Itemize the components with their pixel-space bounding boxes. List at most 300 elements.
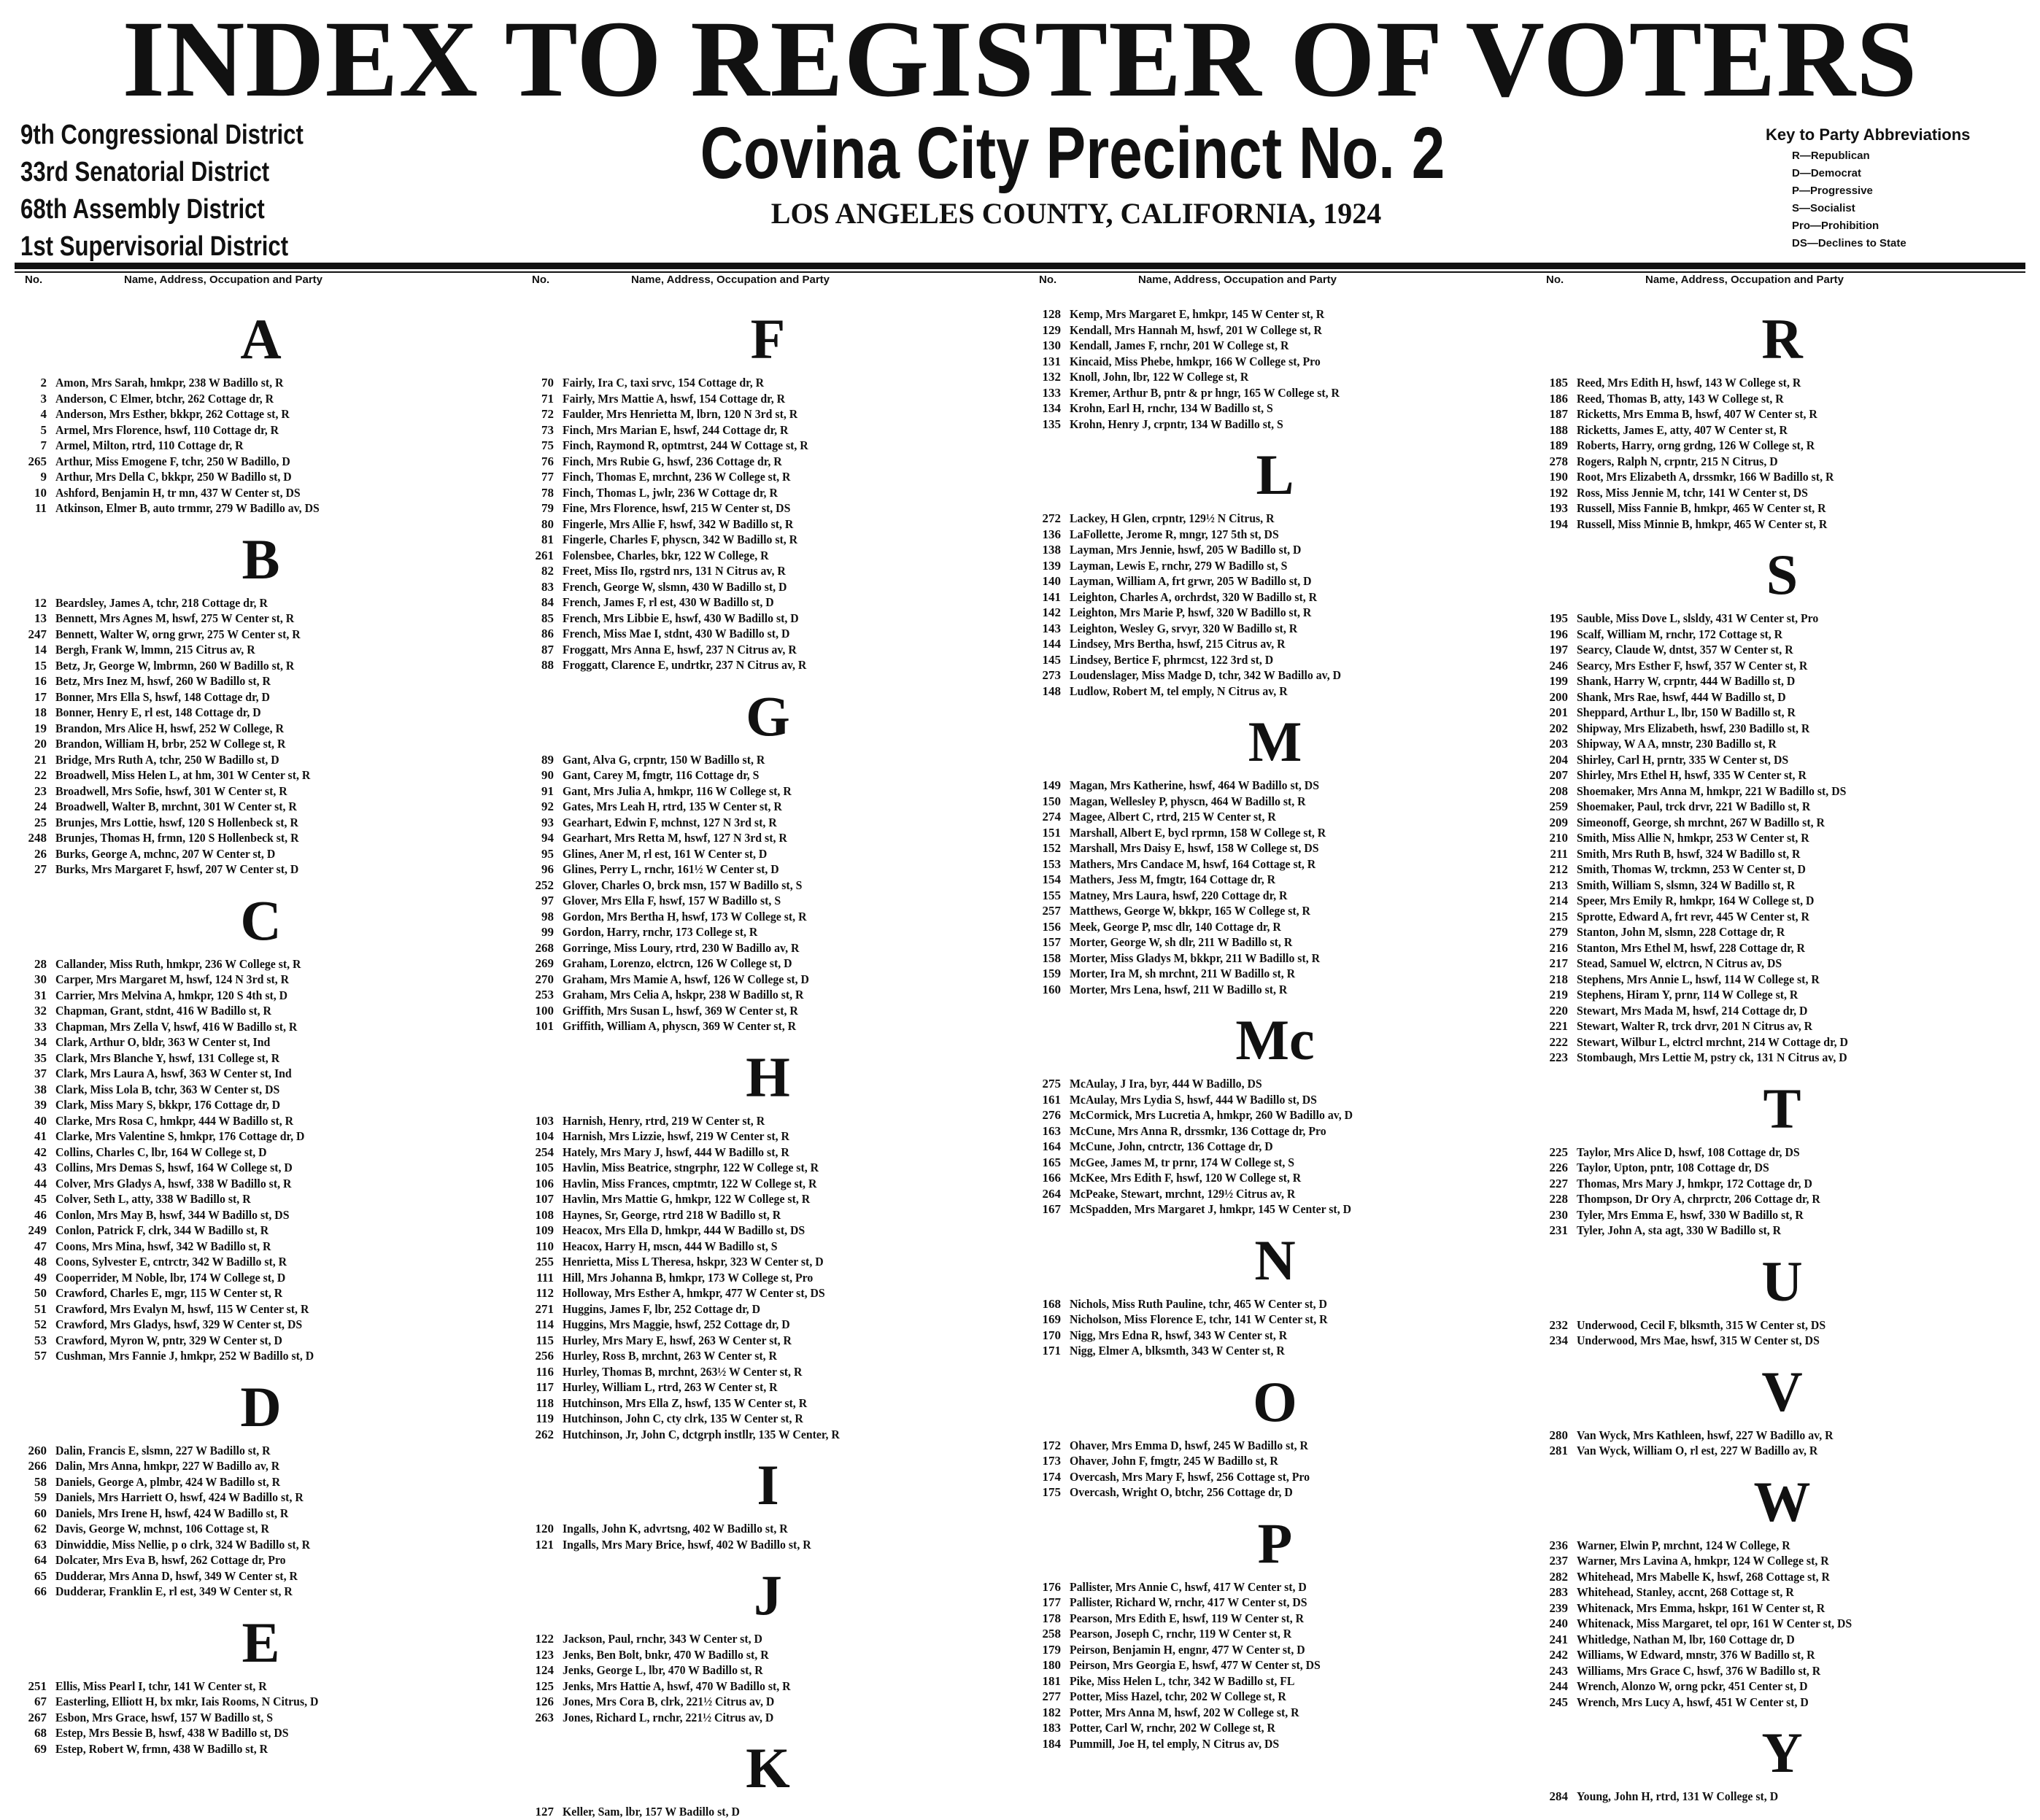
voter-entry xyxy=(7,705,514,721)
voter-entry xyxy=(1021,856,1529,872)
voter-number: 202 xyxy=(1549,721,1568,735)
voter-details: McSpadden, Mrs Margaret J, hmkpr, 145 W Center st, D xyxy=(1070,1202,1352,1216)
voter-details: Ingalls, Mrs Mary Brice, hswf, 402 W Badillo st, R xyxy=(563,1537,811,1552)
voter-entry xyxy=(1021,1705,1529,1721)
column-header xyxy=(1021,264,1529,296)
voter-entry xyxy=(1021,982,1529,998)
voter-entry xyxy=(1021,338,1529,354)
voter-entry xyxy=(7,1003,514,1019)
voter-entry xyxy=(1021,1579,1529,1595)
voter-entry xyxy=(514,1191,1021,1207)
voter-entry xyxy=(514,611,1021,627)
voter-entry xyxy=(514,485,1021,501)
voter-entry xyxy=(1529,846,2036,862)
voter-details: Fingerle, Charles F, physcn, 342 W Badillo st, R xyxy=(563,533,798,546)
voter-number: 281 xyxy=(1549,1444,1568,1457)
voter-details: Dinwiddie, Miss Nellie, p o clrk, 324 W Badillo st, R xyxy=(55,1537,311,1552)
voter-details: Gearhart, Edwin F, mchnst, 127 N 3rd st, R xyxy=(563,815,777,829)
voter-number: 165 xyxy=(1042,1155,1061,1169)
voter-entry xyxy=(7,1113,514,1129)
section-letter: R xyxy=(1761,307,1803,371)
voter-entry xyxy=(7,406,514,422)
voter-number: 38 xyxy=(34,1082,47,1096)
voter-number: 216 xyxy=(1549,940,1568,955)
letter-section xyxy=(514,1725,1021,1820)
voter-number: 126 xyxy=(535,1695,554,1708)
voter-number: 111 xyxy=(536,1270,554,1285)
voter-number: 172 xyxy=(1042,1438,1061,1452)
letter-section xyxy=(514,1442,1021,1552)
voter-number: 258 xyxy=(1042,1627,1061,1641)
party-key-title: Key to Party Abbreviations xyxy=(1766,125,1971,144)
voter-number: 133 xyxy=(1042,385,1061,400)
voter-number: 246 xyxy=(1549,658,1568,673)
voter-number: 48 xyxy=(34,1255,47,1269)
letter-section xyxy=(1529,1239,2036,1349)
voter-details: Freet, Miss Ilo, rgstrd nrs, 131 N Citrus av, R xyxy=(563,564,786,578)
voter-details: Overcash, Mrs Mary F, hswf, 256 Cottage st, Pro xyxy=(1070,1469,1310,1484)
voter-number: 149 xyxy=(1042,778,1061,792)
voter-details: Arthur, Miss Emogene F, tchr, 250 W Badillo, D xyxy=(55,454,290,468)
voter-entry xyxy=(7,1678,514,1695)
voter-entry xyxy=(1529,516,2036,533)
voter-number: 251 xyxy=(28,1678,47,1693)
voter-entry xyxy=(514,1270,1021,1286)
voter-number: 13 xyxy=(34,611,47,625)
party-key-item: P—Progressive xyxy=(1792,185,1873,197)
voter-number: 69 xyxy=(34,1741,47,1756)
voter-entry xyxy=(1529,705,2036,721)
voter-number: 66 xyxy=(34,1584,47,1598)
voter-number: 171 xyxy=(1042,1344,1061,1358)
voter-entry xyxy=(514,1003,1021,1019)
voter-number: 106 xyxy=(535,1176,554,1190)
voter-number: 193 xyxy=(1549,501,1568,515)
voter-details: Crawford, Mrs Evalyn M, hswf, 115 W Center st, R xyxy=(55,1301,309,1316)
voter-entry xyxy=(7,422,514,438)
voter-entry xyxy=(7,752,514,768)
voter-details: Gant, Mrs Julia A, hmkpr, 116 W College st, R xyxy=(563,783,792,798)
voter-details: Brunjes, Mrs Lottie, hswf, 120 S Hollenbeck st, R xyxy=(55,815,298,829)
voter-entry xyxy=(7,689,514,705)
section-letter: Mc xyxy=(1235,1008,1315,1072)
voter-entry xyxy=(7,1741,514,1757)
voter-details: Broadwell, Miss Helen L, at hm, 301 W Center st, R xyxy=(55,768,311,782)
voter-details: Glover, Mrs Ella F, hswf, 157 W Badillo st, S xyxy=(563,894,781,907)
voter-number: 51 xyxy=(34,1301,47,1316)
voter-number: 169 xyxy=(1042,1312,1061,1326)
voter-details: French, Mrs Libbie E, hswf, 430 W Badillo st, D xyxy=(563,611,799,625)
voter-number: 132 xyxy=(1042,370,1061,384)
voter-entry xyxy=(7,1584,514,1600)
voter-entry xyxy=(1529,830,2036,846)
voter-entry xyxy=(1021,605,1529,621)
voter-details: Tyler, Mrs Emma E, hswf, 330 W Badillo st, R xyxy=(1577,1207,1804,1222)
voter-details: Van Wyck, Mrs Kathleen, hswf, 227 W Badillo av, R xyxy=(1577,1428,1834,1442)
voter-number: 195 xyxy=(1549,611,1568,625)
voter-number: 220 xyxy=(1549,1003,1568,1018)
voter-details: Betz, Mrs Inez M, hswf, 260 W Badillo st, R xyxy=(55,674,271,688)
voter-details: Dolcater, Mrs Eva B, hswf, 262 Cottage dr, Pro xyxy=(55,1553,286,1567)
voter-number: 154 xyxy=(1042,872,1061,886)
voter-number: 93 xyxy=(541,815,554,829)
letter-section xyxy=(514,296,1021,673)
voter-number: 139 xyxy=(1042,558,1061,573)
voter-details: Smith, Miss Allie N, hmkpr, 253 W Center st, R xyxy=(1577,831,1809,845)
voter-entry xyxy=(1021,1296,1529,1312)
column-header xyxy=(1529,264,2036,296)
voter-details: Betz, Jr, George W, lmbrmn, 260 W Badillo st, R xyxy=(55,658,295,673)
voter-details: Ricketts, Mrs Emma B, hswf, 407 W Center st, R xyxy=(1577,407,1817,421)
voter-details: Nigg, Elmer A, blksmth, 343 W Center st, R xyxy=(1070,1344,1285,1358)
voter-number: 192 xyxy=(1549,485,1568,500)
voter-number: 75 xyxy=(541,438,554,452)
voter-number: 234 xyxy=(1549,1333,1568,1347)
section-letter: J xyxy=(754,1563,782,1627)
letter-section xyxy=(1021,296,1529,432)
voter-number: 43 xyxy=(34,1161,47,1174)
district-line: 33rd Senatorial District xyxy=(20,157,270,187)
voter-number: 168 xyxy=(1042,1296,1061,1311)
voter-details: Heacox, Harry H, mscn, 444 W Badillo st, S xyxy=(563,1239,778,1253)
voter-number: 263 xyxy=(535,1710,554,1724)
voter-details: Russell, Miss Fannie B, hmkpr, 465 W Center st, R xyxy=(1577,501,1826,515)
voter-number: 110 xyxy=(536,1239,554,1253)
column-header-number: No. xyxy=(25,274,43,286)
voter-entry xyxy=(1021,542,1529,558)
voter-details: Stombaugh, Mrs Lettie M, pstry ck, 131 N Citrus av, D xyxy=(1577,1050,1847,1064)
voter-entry xyxy=(514,438,1021,454)
letter-section xyxy=(1529,1349,2036,1459)
voter-number: 219 xyxy=(1549,988,1568,1002)
voter-entry xyxy=(7,767,514,783)
voter-number: 214 xyxy=(1549,894,1568,907)
voter-entry xyxy=(514,1160,1021,1176)
voter-details: Broadwell, Mrs Sofie, hswf, 301 W Center st, R xyxy=(55,783,287,798)
voter-entry xyxy=(7,1223,514,1239)
voter-number: 265 xyxy=(28,454,47,468)
voter-details: Clark, Miss Mary S, bkkpr, 176 Cottage dr, D xyxy=(55,1098,281,1112)
section-letter: Y xyxy=(1761,1721,1803,1784)
voter-entry xyxy=(7,1317,514,1333)
voter-number: 203 xyxy=(1549,737,1568,751)
voter-number: 189 xyxy=(1549,438,1568,452)
voter-entry xyxy=(7,1443,514,1459)
voter-details: Bridge, Mrs Ruth A, tchr, 250 W Badillo st, D xyxy=(55,752,279,767)
voter-number: 134 xyxy=(1042,401,1061,415)
party-key-item: S—Socialist xyxy=(1792,202,1855,214)
voter-details: Shank, Harry W, crpntr, 444 W Badillo st, D xyxy=(1577,674,1796,688)
voter-entry xyxy=(7,658,514,674)
voter-details: Hurley, William L, rtrd, 263 W Center st, R xyxy=(563,1380,778,1394)
voter-details: Stanton, John M, slsmn, 228 Cottage dr, R xyxy=(1577,925,1785,939)
voter-entry xyxy=(1021,888,1529,904)
voter-entry xyxy=(1529,1018,2036,1034)
voter-number: 160 xyxy=(1042,982,1061,996)
voter-details: Roberts, Harry, orng grdng, 126 W College st, R xyxy=(1577,438,1815,452)
section-letter: E xyxy=(242,1610,280,1674)
voter-details: Gates, Mrs Leah H, rtrd, 135 W Center st, R xyxy=(563,799,782,813)
voter-entry xyxy=(1529,1678,2036,1695)
voter-column xyxy=(1021,264,1529,1751)
voter-number: 15 xyxy=(34,658,47,673)
voter-entry xyxy=(1529,1647,2036,1663)
voter-entry xyxy=(1529,1695,2036,1711)
voter-number: 211 xyxy=(1550,846,1568,861)
voter-entry xyxy=(7,956,514,972)
district-list xyxy=(20,117,331,266)
voter-entry xyxy=(7,1239,514,1255)
voter-number: 159 xyxy=(1042,967,1061,980)
voter-entry xyxy=(1529,1050,2036,1066)
voter-details: Clark, Mrs Blanche Y, hswf, 131 College st, R xyxy=(55,1050,280,1065)
voter-number: 2 xyxy=(40,376,47,390)
voter-details: McAulay, J Ira, byr, 444 W Badillo, DS xyxy=(1070,1077,1262,1091)
voter-entry xyxy=(1021,1453,1529,1469)
voter-entry xyxy=(1529,1663,2036,1679)
voter-details: Layman, Mrs Jennie, hswf, 205 W Badillo st, D xyxy=(1070,543,1302,557)
voter-entry xyxy=(514,1379,1021,1395)
county-line: LOS ANGELES COUNTY, CALIFORNIA, 1924 xyxy=(770,197,1382,230)
voter-entry xyxy=(7,642,514,658)
voter-details: Tyler, John A, sta agt, 330 W Badillo st, R xyxy=(1577,1223,1782,1237)
voter-details: Davis, George W, mchnst, 106 Cottage st, R xyxy=(55,1522,269,1536)
voter-number: 278 xyxy=(1549,454,1568,468)
voter-details: Kremer, Arthur B, pntr & pr hngr, 165 W College st, R xyxy=(1070,385,1340,400)
voter-number: 174 xyxy=(1042,1469,1061,1484)
voter-number: 273 xyxy=(1042,668,1061,682)
voter-number: 127 xyxy=(535,1805,554,1819)
voter-details: Cooperrider, M Noble, lbr, 174 W College st, D xyxy=(55,1270,286,1285)
voter-entry xyxy=(1529,861,2036,878)
voter-number: 213 xyxy=(1549,878,1568,892)
voter-number: 156 xyxy=(1042,919,1061,934)
voter-column xyxy=(7,264,514,1757)
voter-number: 151 xyxy=(1042,825,1061,840)
voter-entry xyxy=(1021,400,1529,417)
voter-details: Crawford, Charles E, mgr, 115 W Center st, R xyxy=(55,1286,283,1300)
voter-number: 221 xyxy=(1549,1019,1568,1033)
voter-details: Marshall, Albert E, bycl rprmn, 158 W College st, R xyxy=(1070,825,1326,840)
voter-number: 82 xyxy=(541,564,554,578)
voter-number: 53 xyxy=(34,1333,47,1347)
voter-entry xyxy=(1529,909,2036,925)
voter-entry xyxy=(1529,1443,2036,1459)
voter-entry xyxy=(1529,752,2036,768)
voter-entry xyxy=(1529,1616,2036,1632)
voter-number: 7 xyxy=(40,438,47,452)
voter-entry xyxy=(1529,1789,2036,1805)
voter-number: 272 xyxy=(1042,511,1061,525)
voter-entry xyxy=(1529,956,2036,972)
voter-details: Stewart, Mrs Mada M, hswf, 214 Cottage dr, D xyxy=(1577,1003,1808,1018)
voter-details: Gant, Alva G, crpntr, 150 W Badillo st, R xyxy=(563,752,765,767)
letter-section xyxy=(7,878,514,1364)
voter-number: 34 xyxy=(34,1035,47,1049)
voter-entry xyxy=(1529,1191,2036,1207)
voter-entry xyxy=(514,1223,1021,1239)
voter-number: 241 xyxy=(1549,1632,1568,1646)
voter-details: Overcash, Wright O, btchr, 256 Cottage dr, D xyxy=(1070,1485,1293,1499)
voter-details: Burks, George A, mchnc, 207 W Center st, D xyxy=(55,846,276,861)
voter-number: 284 xyxy=(1549,1789,1568,1803)
letter-section xyxy=(7,516,514,878)
column-header xyxy=(514,264,1021,296)
voter-entry xyxy=(1529,422,2036,438)
voter-details: Holloway, Mrs Esther A, hmkpr, 477 W Center st, DS xyxy=(563,1286,825,1300)
voter-number: 197 xyxy=(1549,643,1568,657)
voter-entry xyxy=(514,972,1021,988)
voter-entry xyxy=(514,1427,1021,1443)
letter-section xyxy=(7,296,514,516)
voter-entry xyxy=(7,988,514,1004)
letter-section xyxy=(7,1364,514,1600)
voter-entry xyxy=(7,627,514,643)
voter-number: 131 xyxy=(1042,354,1061,368)
voter-details: Harnish, Henry, rtrd, 219 W Center st, R xyxy=(563,1113,765,1128)
voter-entry xyxy=(1021,809,1529,825)
voter-number: 112 xyxy=(536,1286,554,1300)
voter-number: 14 xyxy=(34,643,47,657)
voter-entry xyxy=(1529,799,2036,815)
voter-entry xyxy=(514,940,1021,956)
voter-number: 120 xyxy=(535,1522,554,1536)
voter-number: 267 xyxy=(28,1710,47,1724)
voter-entry xyxy=(1529,1538,2036,1554)
voter-details: Callander, Miss Ruth, hmkpr, 236 W College st, R xyxy=(55,956,301,971)
voter-number: 40 xyxy=(34,1113,47,1128)
voter-entry xyxy=(514,1411,1021,1427)
voter-entry xyxy=(7,1176,514,1192)
voter-number: 92 xyxy=(541,799,554,813)
voter-details: Gordon, Mrs Bertha H, hswf, 173 W College st, R xyxy=(563,909,807,923)
voter-number: 228 xyxy=(1549,1192,1568,1206)
voter-details: Froggatt, Mrs Anna E, hswf, 237 N Citrus av, R xyxy=(563,642,797,657)
voter-details: Gorringe, Miss Loury, rtrd, 230 W Badillo av, R xyxy=(563,940,800,955)
section-letter: U xyxy=(1761,1249,1803,1313)
voter-details: Kendall, James F, rnchr, 201 W College st, R xyxy=(1070,338,1289,352)
voter-details: Whitehead, Stanley, accnt, 268 Cottage st, R xyxy=(1577,1585,1794,1599)
voter-number: 21 xyxy=(34,752,47,767)
voter-details: Gant, Carey M, fmgtr, 116 Cottage dr, S xyxy=(563,768,760,782)
voter-entry xyxy=(514,1254,1021,1270)
voter-entry xyxy=(1529,972,2036,988)
voter-details: Coons, Mrs Mina, hswf, 342 W Badillo st, R xyxy=(55,1239,271,1253)
voter-details: Williams, Mrs Grace C, hswf, 376 W Badillo st, R xyxy=(1577,1663,1821,1678)
voter-number: 45 xyxy=(34,1192,47,1206)
party-key-item: D—Democrat xyxy=(1792,167,1862,179)
voter-entry xyxy=(514,469,1021,485)
voter-number: 210 xyxy=(1549,831,1568,845)
voter-details: Heacox, Mrs Ella D, hmkpr, 444 W Badillo st, DS xyxy=(563,1223,805,1237)
voter-entry xyxy=(1021,354,1529,370)
voter-entry xyxy=(7,469,514,485)
voter-number: 230 xyxy=(1549,1207,1568,1222)
voter-entry xyxy=(7,1191,514,1207)
voter-number: 150 xyxy=(1042,794,1061,808)
voter-entry xyxy=(1529,454,2036,470)
voter-number: 33 xyxy=(34,1019,47,1034)
voter-number: 254 xyxy=(535,1145,554,1159)
column-header xyxy=(7,264,514,296)
voter-number: 256 xyxy=(535,1349,554,1363)
voter-entry xyxy=(1529,815,2036,831)
voter-entry xyxy=(514,1207,1021,1223)
voter-number: 247 xyxy=(28,627,47,641)
voter-entry xyxy=(7,1474,514,1490)
voter-number: 31 xyxy=(34,988,47,1002)
voter-number: 167 xyxy=(1042,1202,1061,1216)
voter-number: 59 xyxy=(34,1490,47,1504)
voter-number: 78 xyxy=(541,485,554,500)
voter-details: Mathers, Mrs Candace M, hswf, 164 Cottage st, R xyxy=(1070,856,1316,871)
voter-details: Gearhart, Mrs Retta M, hswf, 127 N 3rd st, R xyxy=(563,831,787,845)
voter-number: 73 xyxy=(541,422,554,437)
voter-number: 91 xyxy=(541,783,554,798)
letter-section xyxy=(1529,296,2036,532)
voter-number: 65 xyxy=(34,1568,47,1583)
voter-details: Sauble, Miss Dove L, slsldy, 431 W Center st, Pro xyxy=(1577,611,1819,625)
voter-entry xyxy=(514,1018,1021,1034)
voter-details: Graham, Mrs Celia A, hskpr, 238 W Badillo st, R xyxy=(563,988,804,1002)
voter-details: Coons, Sylvester E, cntrctr, 342 W Badillo st, R xyxy=(55,1255,287,1269)
voter-details: Carper, Mrs Margaret M, hswf, 124 N 3rd st, R xyxy=(55,972,290,986)
voter-details: Morter, Ira M, sh mrchnt, 211 W Badillo st, R xyxy=(1070,967,1296,980)
voter-number: 23 xyxy=(34,783,47,798)
voter-number: 83 xyxy=(541,579,554,594)
voter-details: Underwood, Mrs Mae, hswf, 315 W Center st, DS xyxy=(1577,1333,1820,1347)
voter-entry xyxy=(7,1270,514,1286)
voter-number: 152 xyxy=(1042,841,1061,855)
voter-entry xyxy=(1529,658,2036,674)
voter-entry xyxy=(1021,872,1529,888)
voter-entry xyxy=(7,736,514,752)
voter-entry xyxy=(1529,500,2036,516)
voter-number: 87 xyxy=(541,642,554,657)
voter-details: Atkinson, Elmer B, auto trmmr, 279 W Badillo av, DS xyxy=(55,501,320,515)
voter-details: LaFollette, Jerome R, mngr, 127 5th st, DS xyxy=(1070,527,1279,541)
voter-number: 277 xyxy=(1042,1689,1061,1703)
voter-details: Whitledge, Nathan M, lbr, 160 Cottage dr, D xyxy=(1577,1632,1795,1646)
voter-details: Jenks, George L, lbr, 470 W Badillo st, R xyxy=(563,1663,763,1677)
voter-number: 142 xyxy=(1042,605,1061,619)
voter-details: Van Wyck, William O, rl est, 227 W Badillo av, R xyxy=(1577,1444,1818,1457)
voter-details: Dudderar, Franklin E, rl est, 349 W Center st, R xyxy=(55,1584,293,1598)
voter-details: Marshall, Mrs Daisy E, hswf, 158 W College st, DS xyxy=(1070,841,1319,855)
voter-entry xyxy=(7,1552,514,1568)
voter-entry xyxy=(514,815,1021,831)
voter-entry xyxy=(514,657,1021,673)
voter-details: Clarke, Mrs Valentine S, hmkpr, 176 Cottage dr, D xyxy=(55,1129,305,1143)
voter-number: 259 xyxy=(1549,799,1568,813)
letter-section xyxy=(514,1034,1021,1443)
voter-entry xyxy=(1529,1553,2036,1569)
district-line: 68th Assembly District xyxy=(20,194,265,225)
voter-number: 242 xyxy=(1549,1648,1568,1662)
voter-entry xyxy=(1021,322,1529,338)
voter-details: Underwood, Cecil F, blksmth, 315 W Center st, DS xyxy=(1577,1317,1826,1332)
voter-details: Daniels, Mrs Harriett O, hswf, 424 W Badillo st, R xyxy=(55,1490,304,1504)
voter-number: 35 xyxy=(34,1050,47,1065)
voter-number: 244 xyxy=(1549,1679,1568,1693)
voter-details: Fine, Mrs Florence, hswf, 215 W Center st, DS xyxy=(563,501,791,515)
voter-entry xyxy=(514,1662,1021,1678)
voter-number: 269 xyxy=(535,956,554,970)
voter-entry xyxy=(1529,642,2036,658)
voter-number: 9 xyxy=(40,470,47,484)
voter-details: Root, Mrs Elizabeth A, drssmkr, 166 W Badillo st, R xyxy=(1577,470,1834,484)
voter-number: 274 xyxy=(1042,810,1061,824)
